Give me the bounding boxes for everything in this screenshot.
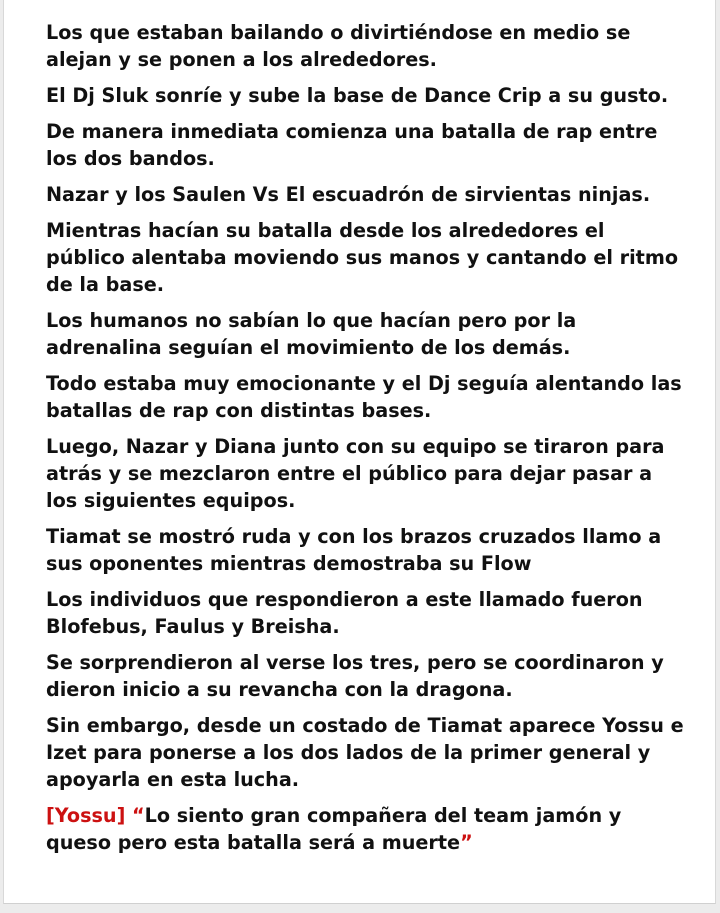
dialogue-text: Lo siento gran compañera del team jamón y queso pero esta batalla será a muerte (46, 804, 622, 854)
paragraph-8: Luego, Nazar y Diana junto con su equipo se tiraron para atrás y se mezclaron entre el público para dejar pasar a los siguientes equipos. (46, 435, 665, 512)
paragraph-9: Tiamat se mostró ruda y con los brazos cruzados llamo a sus oponentes mientras demostraba su Flow (46, 525, 662, 575)
paragraph-4: Nazar y los Saulen Vs El escuadrón de sirvientas ninjas. (46, 183, 651, 206)
paragraph-1: Los que estaban bailando o divirtiéndose en medio se alejan y se ponen a los alrededores. (46, 21, 631, 71)
document-page (3, 0, 716, 904)
dialogue-speaker: [Yossu] (46, 804, 126, 827)
paragraph-5: Mientras hacían su batalla desde los alrededores el público alentaba moviendo sus manos y cantando el ritmo de la base. (46, 219, 678, 296)
close-quote: ” (460, 831, 473, 854)
document-body (46, 19, 686, 865)
open-quote: “ (132, 804, 145, 827)
paragraph-7: Todo estaba muy emocionante y el Dj seguía alentando las batallas de rap con distintas bases. (46, 372, 682, 422)
paragraph-6: Los humanos no sabían lo que hacían pero por la adrenalina seguían el movimiento de los demás. (46, 309, 577, 359)
paragraph-10: Los individuos que respondieron a este llamado fueron Blofebus, Faulus y Breisha. (46, 588, 643, 638)
paragraph-12: Sin embargo, desde un costado de Tiamat aparece Yossu e Izet para ponerse a los dos lados de la primer general y apoyarla en esta lucha. (46, 714, 684, 791)
dialogue-line (46, 802, 686, 856)
paragraph-2: El Dj Sluk sonríe y sube la base de Dance Crip a su gusto. (46, 84, 669, 107)
paragraph-11: Se sorprendieron al verse los tres, pero se coordinaron y dieron inicio a su revancha con la dragona. (46, 651, 664, 701)
paragraph-3: De manera inmediata comienza una batalla de rap entre los dos bandos. (46, 120, 658, 170)
